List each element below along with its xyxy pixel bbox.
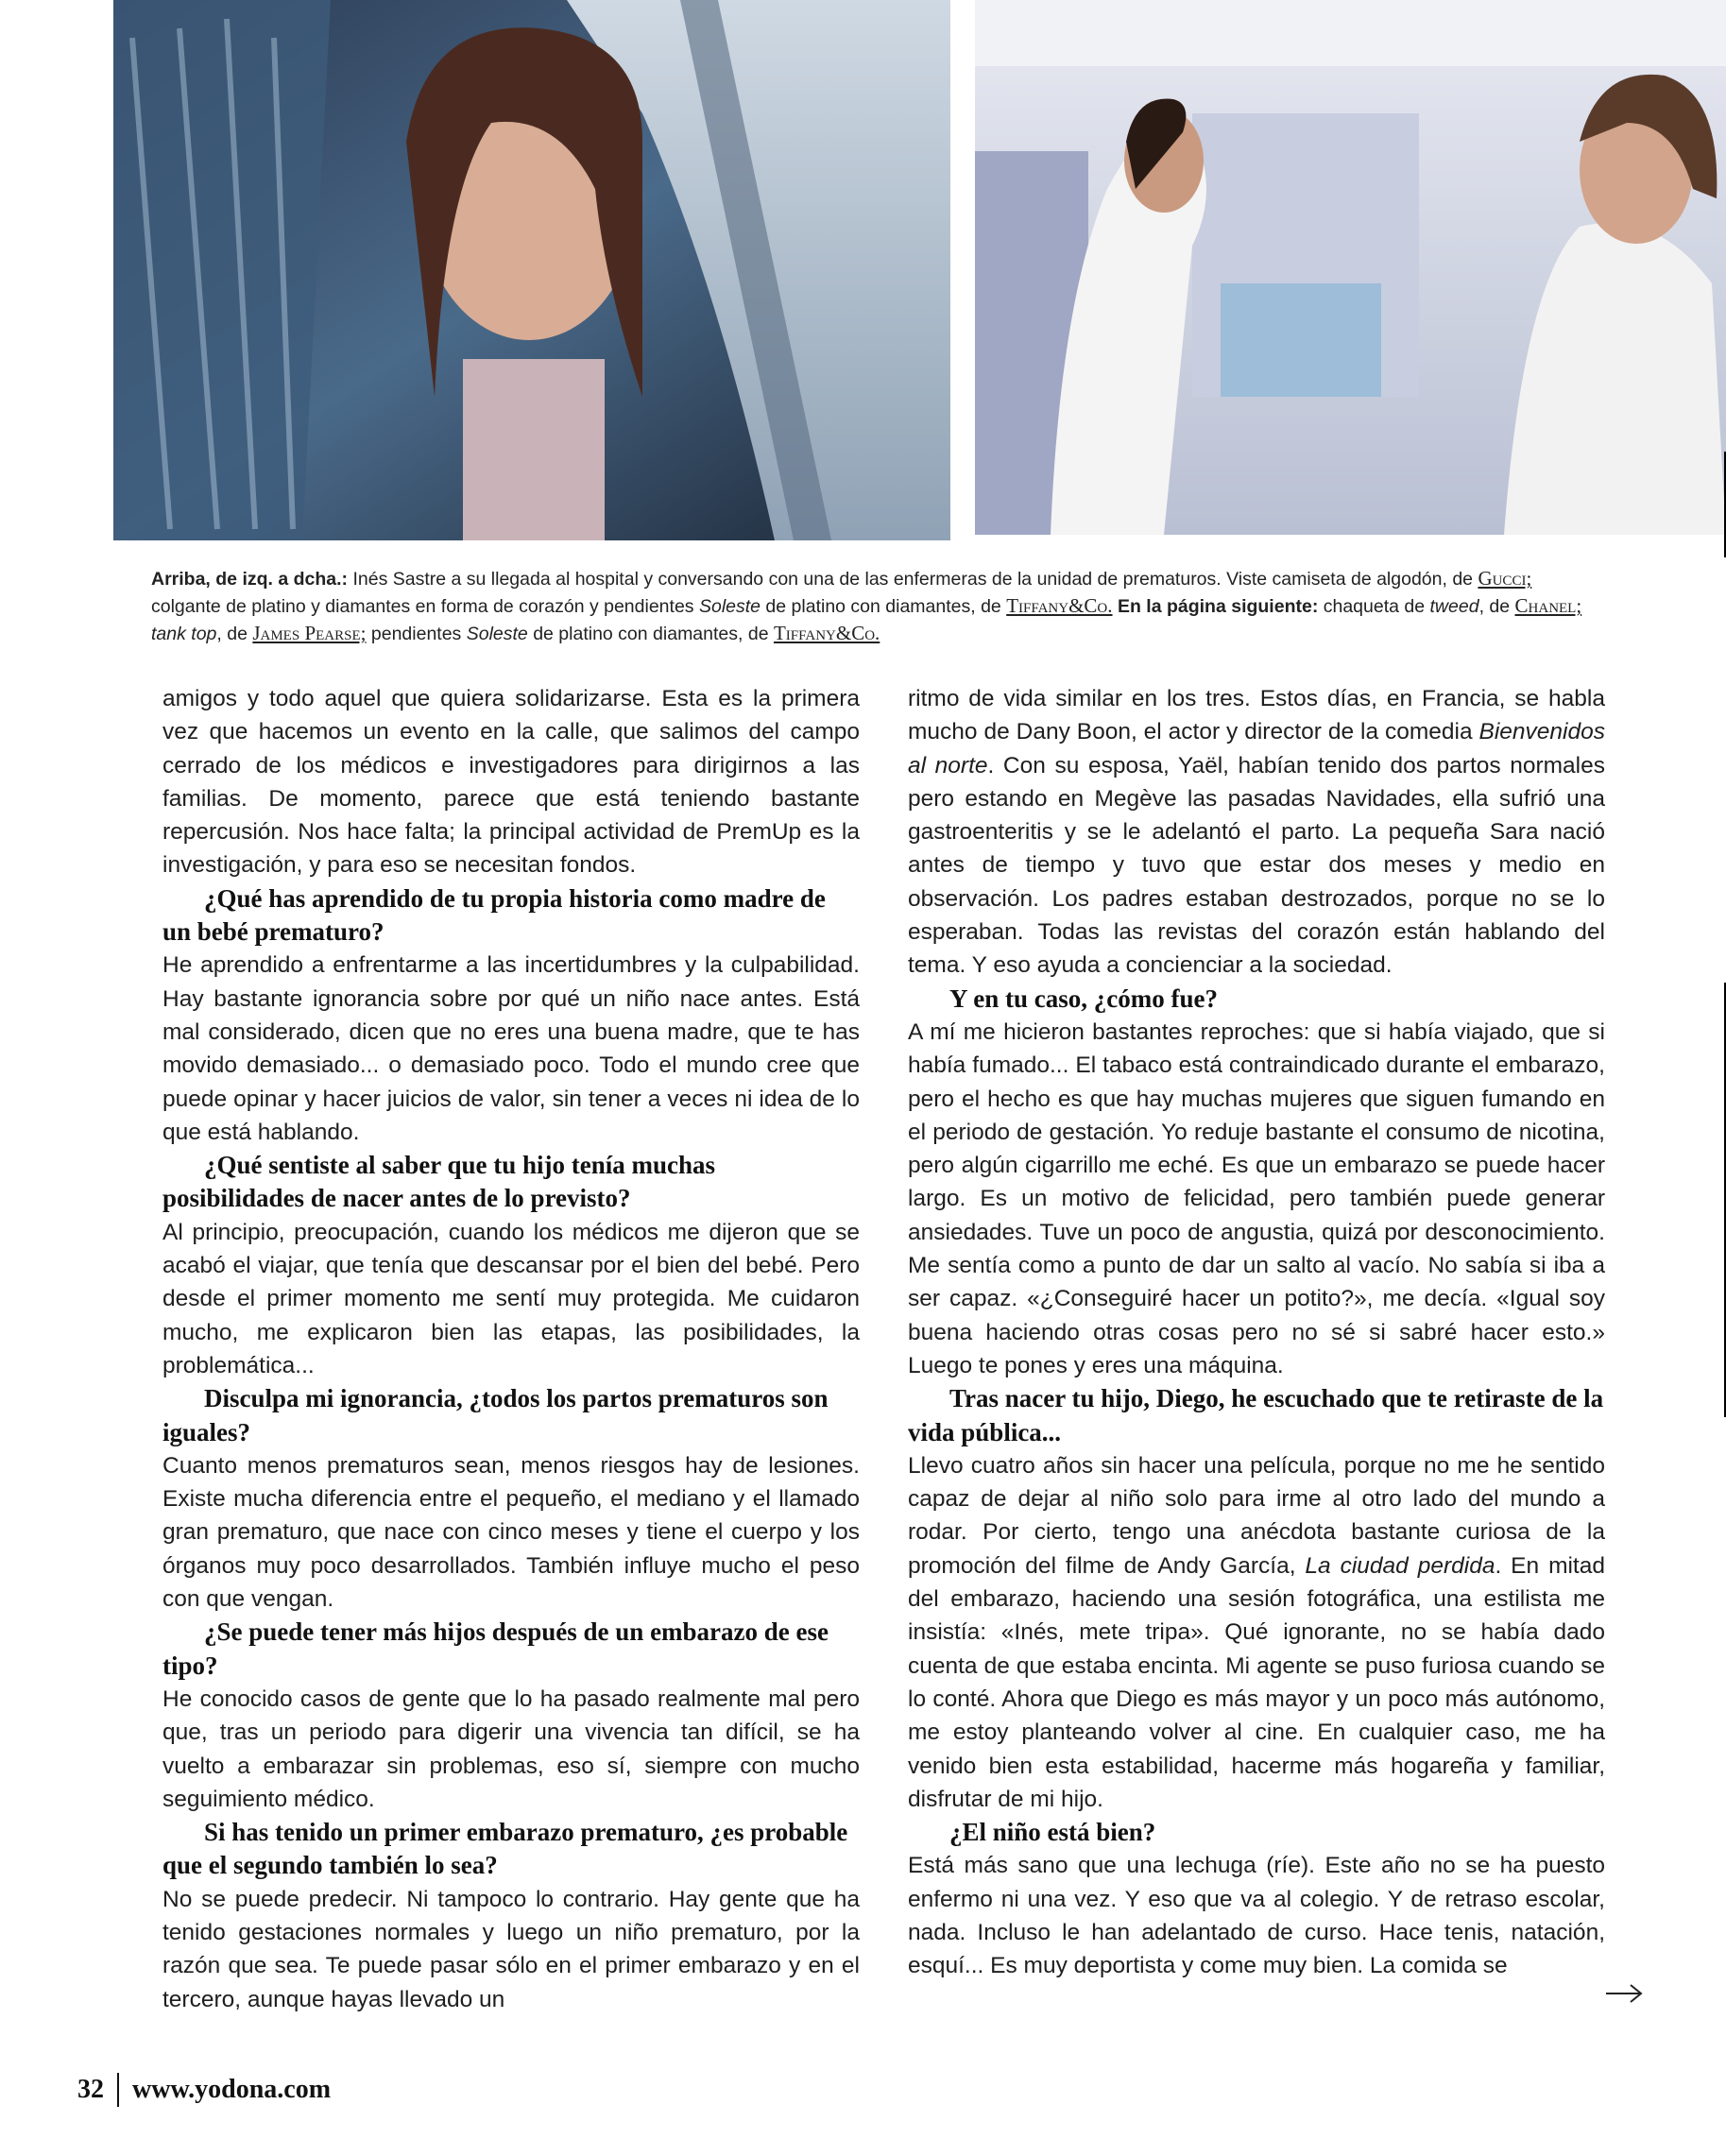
page-number: 32 xyxy=(77,2075,104,2104)
answer-paragraph: A mí me hicieron bastantes reproches: que si había viajado, que si había fumado... El tabaco está contraindicado durante el embarazo, pero el hecho es que hay muchas mujeres que siguen fumando en el periodo de gestación. Yo reduje bastante el consumo de nicotina, pero algún cigarrillo me eché. Es que un embarazo se puede hacer largo. Es un motivo de felicidad, pero también puede generar ansiedades. Tuve un poco de angustia, quizá por desconocimiento. Me sentía como a punto de dar un salto al vacío. No sabía si iba a ser capaz. «¿Conseguiré hacer un potito?», me decía. «Igual soy buena haciendo otras cosas pero no sé si sabré hacer esto.» Luego te pones y eres una máquina. xyxy=(908,1018,1605,1378)
photo-hospital-nurses xyxy=(975,0,1726,535)
answer-paragraph: Al principio, preocupación, cuando los médicos me dijeron que se acabó el viajar, que tenía que descansar por el bien del bebé. Pero desde el primer momento me sentí muy protegida. Me cuidaron mucho, me explicaron bien las etapas, las posibilidades, la problemática... xyxy=(162,1219,860,1378)
caption-lead: Arriba, de izq. a dcha.: xyxy=(151,569,349,590)
answer-paragraph: Está más sano que una lechuga (ríe). Este año no se ha puesto enfermo ni una vez. Y eso que va al colegio. Y de retraso escolar, nada. Incluso le han adelantado de curso. Hace tenis, natación, esquí... Es muy deportista y come muy bien. La comida se xyxy=(908,1853,1605,1979)
interview-question: ¿Se puede tener más hijos después de un embarazo de ese tipo? xyxy=(162,1617,829,1680)
film-title: Bienvenidos al norte xyxy=(908,719,1605,779)
answer-paragraph: He aprendido a enfrentarme a las incertidumbres y la culpabilidad. Hay bastante ignorancia sobre por qué un niño nace antes. Está mal considerado, dicen que no eres una buena madre, que te has movido demasiado... o demasiado poco. Todo el mundo cree que puede opinar y hacer juicios de valor, sin tener a veces ni idea de lo que está hablando. xyxy=(162,952,860,1145)
caption-lead: En la página siguiente: xyxy=(1112,596,1319,617)
interview-question: Tras nacer tu hijo, Diego, he escuchado que te retiraste de la vida pública... xyxy=(908,1384,1604,1446)
answer-paragraph: Llevo cuatro años sin hacer una película, porque no me he sentido capaz de dejar al niño solo para irme al otro lado del mundo a rodar. Por cierto, tengo una anécdota bastante curiosa de la promoción del filme de Andy García, La ciudad perdida. En mitad del embarazo, haciendo una sesión fotográfica, una estilista me insistía: «Inés, mete tripa». Qué ignorante, no se había dado cuenta de que estaba encinta. Mi agente se puso furiosa cuando se lo conté. Ahora que Diego es más mayor y un poco más autónomo, me estoy planteando volver al cine. En cualquier caso, me ha venido bien esta estabilidad, hacerme más hogareña y familiar, disfrutar de mi hijo. xyxy=(908,1452,1605,1812)
continue-arrow-icon xyxy=(1606,1982,1644,2005)
answer-paragraph: Cuanto menos prematuros sean, menos riesgos hay de lesiones. Existe mucha diferencia entre el pequeño, el mediano y el llamado gran prematuro, que nace con cinco meses y tiene el cuerpo y los órganos muy poco desarrollados. También influye mucho el peso con que vengan. xyxy=(162,1452,860,1613)
brand-tiffany: Tiffany&Co. xyxy=(1006,594,1113,617)
interview-question: ¿El niño está bien? xyxy=(949,1818,1156,1847)
brand-gucci: Gucci; xyxy=(1478,567,1532,590)
answer-paragraph: amigos y todo aquel que quiera solidarizarse. Esta es la primera vez que hacemos un evento en la calle, que salimos del campo cerrado de los médicos e investigadores para dirigirnos a las familias. De momento, parece que está teniendo bastante repercusión. Nos hace falta; la principal actividad de PremUp es la investigación, y para eso se necesitan fondos. xyxy=(162,686,860,879)
film-title: La ciudad perdida xyxy=(1305,1552,1495,1579)
photo-caption: Arriba, de izq. a dcha.: Inés Sastre a su llegada al hospital y conversando con una de las enfermeras de la unidad de prematuros. Viste camiseta de algodón, de Gucci; colgante de platino y diamantes en forma de corazón y pendientes Soleste de platino con diamantes, de Tiffany&Co. En la página siguiente: chaqueta de tweed, de Chanel; tank top, de James Pearse; pendientes Soleste de platino con diamantes, de Tiffany&Co. xyxy=(151,567,1582,644)
answer-paragraph: No se puede predecir. Ni tampoco lo contrario. Hay gente que ha tenido gestaciones normales y luego un niño prematuro, por la razón que sea. Te puede pasar sólo en el primer embarazo y en el tercero, aunque hayas llevado un xyxy=(162,1886,860,2012)
brand-tiffany: Tiffany&Co. xyxy=(773,622,880,644)
interview-question: ¿Qué has aprendido de tu propia historia como madre de un bebé prematuro? xyxy=(162,883,826,947)
brand-james-pearse: James Pearse; xyxy=(252,622,367,644)
article-column-right xyxy=(908,682,1605,1983)
interview-question: Disculpa mi ignorancia, ¿todos los partos prematuros son iguales? xyxy=(162,1384,829,1446)
answer-paragraph: He conocido casos de gente que lo ha pasado realmente mal pero que, tras un periodo para digerir una vivencia tan difícil, se ha vuelto a embarazar sin problemas, eso sí, siempre con mucho seguimiento médico. xyxy=(162,1685,860,1812)
answer-paragraph: ritmo de vida similar en los tres. Estos días, en Francia, se habla mucho de Dany Boon, el actor y director de la comedia Bienvenidos al norte. Con su esposa, Yaël, habían tenido dos partos normales pero estando en Megève las pasadas Navidades, ella sufrió una gastroenteritis y se le adelantó el parto. La pequeña Sara nació antes de tiempo y tuvo que estar dos meses y medio en observación. Los padres estaban destrozados, porque no se lo esperaban. Todas las revistas del corazón están hablando del tema. Y eso ayuda a concienciar a la sociedad. xyxy=(908,686,1606,979)
footer-divider xyxy=(117,2073,119,2107)
interview-question: ¿Qué sentiste al saber que tu hijo tenía muchas posibilidades de nacer antes de lo previsto? xyxy=(162,1151,716,1213)
page-footer xyxy=(77,2073,331,2107)
article-column-left xyxy=(162,682,860,2016)
interview-question: Si has tenido un primer embarazo prematuro, ¿es probable que el segundo también lo sea? xyxy=(162,1818,848,1880)
photo-ines-in-car xyxy=(113,0,950,540)
brand-chanel: Chanel; xyxy=(1514,594,1582,617)
interview-question: Y en tu caso, ¿cómo fue? xyxy=(949,984,1218,1013)
site-url: www.yodona.com xyxy=(132,2075,332,2104)
